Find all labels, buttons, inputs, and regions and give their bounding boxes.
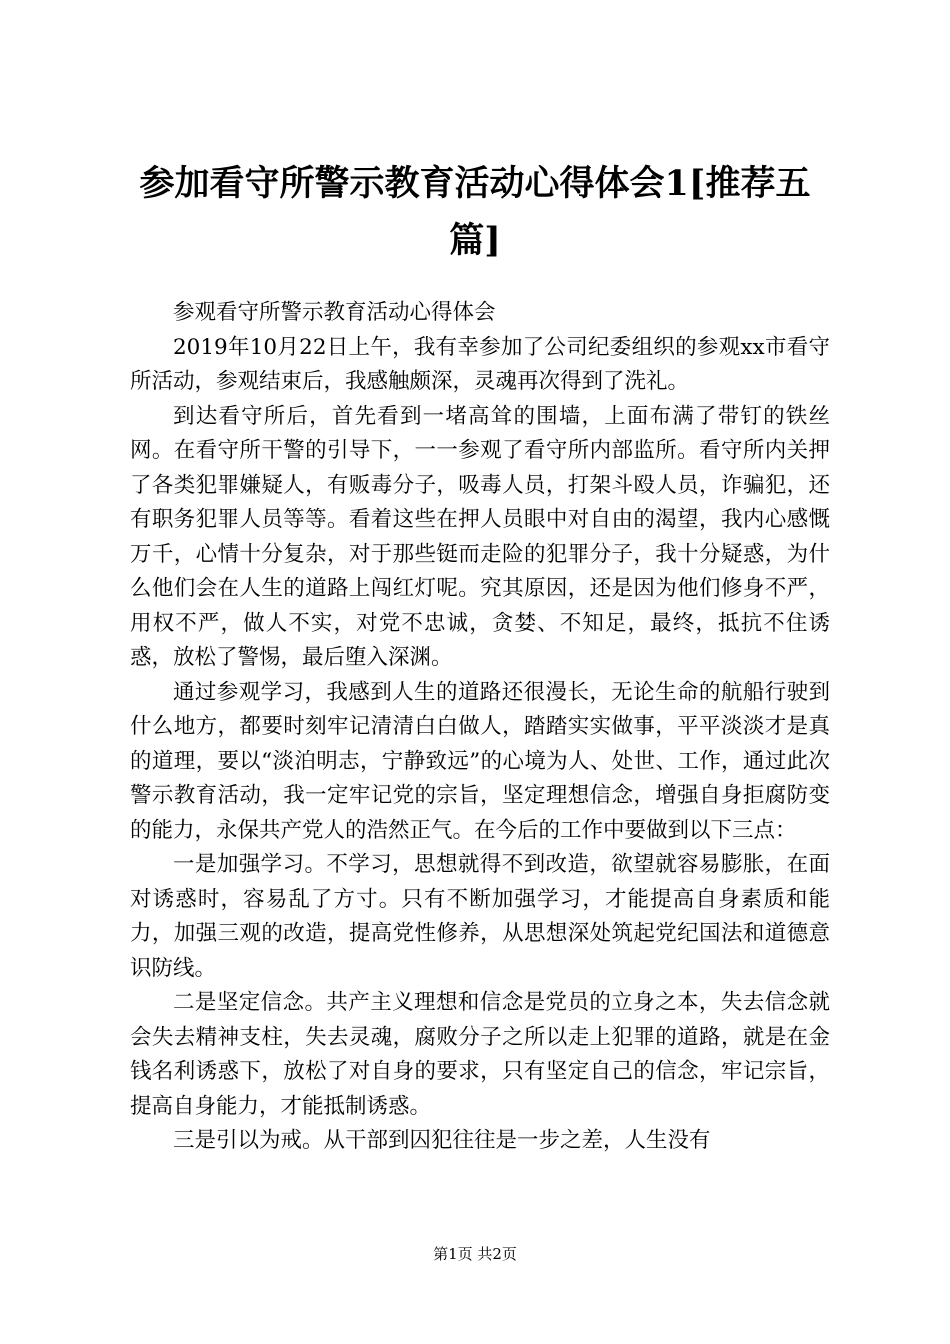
paragraph: 一是加强学习。不学习，思想就得不到改造，欲望就容易膨胀，在面对诱惑时，容易乱了方寸。只有不断加强学习，才能提高自身素质和能力，加强三观的改造，提高党性修养，从思想深处筑起党纪国法和道德意识防线。 bbox=[130, 852, 830, 981]
paragraph-subtitle: 参观看守所警示教育活动心得体会 bbox=[173, 300, 496, 325]
document-title: 参加看守所警示教育活动心得体会1[推荐五篇] bbox=[139, 163, 811, 261]
paragraph: 到达看守所后，首先看到一堵高耸的围墙，上面布满了带钉的铁丝网。在看守所干警的引导下，一一参观了看守所内部监所。看守所内关押了各类犯罪嫌疑人，有贩毒分子，吸毒人员，打架斗殴人员，诈骗犯，还有职务犯罪人员等等。看着这些在押人员眼中对自由的渴望，我内心感慨万千，心情十分复杂，对于那些铤而走险的犯罪分子，我十分疑惑，为什么他们会在人生的道路上闯红灯呢。究其原因，还是因为他们修身不严，用权不严，做人不实，对党不忠诚，贪婪、不知足，最终，抵抗不住诱惑，放松了警惕，最后堕入深渊。 bbox=[130, 403, 830, 670]
paragraph: 通过参观学习，我感到人生的道路还很漫长，无论生命的航船行驶到什么地方，都要时刻牢记清清白白做人，踏踏实实做事，平平淡淡才是真的道理，要以“淡泊明志，宁静致远”的心境为人、处世、工作，通过此次警示教育活动，我一定牢记党的宗旨，坚定理想信念，增强自身拒腐防变的能力，永保共产党人的浩然正气。在今后的工作中要做到以下三点： bbox=[130, 679, 830, 843]
paragraph: 三是引以为戒。从干部到囚犯往往是一步之差，人生没有 bbox=[173, 1128, 711, 1153]
page-number-footer: 第1页 共2页 bbox=[433, 1245, 517, 1263]
paragraph: 二是坚定信念。共产主义理想和信念是党员的立身之本，失去信念就会失去精神支柱，失去灵魂，腐败分子之所以走上犯罪的道路，就是在金钱名利诱惑下，放松了对自身的要求，只有坚定自己的信念，牢记宗旨，提高自身能力，才能抵制诱惑。 bbox=[130, 990, 830, 1119]
paragraph: 2019年10月22日上午，我有幸参加了公司纪委组织的参观xx市看守所活动，参观结束后，我感触颇深，灵魂再次得到了洗礼。 bbox=[130, 334, 830, 394]
document-body bbox=[130, 296, 830, 1159]
